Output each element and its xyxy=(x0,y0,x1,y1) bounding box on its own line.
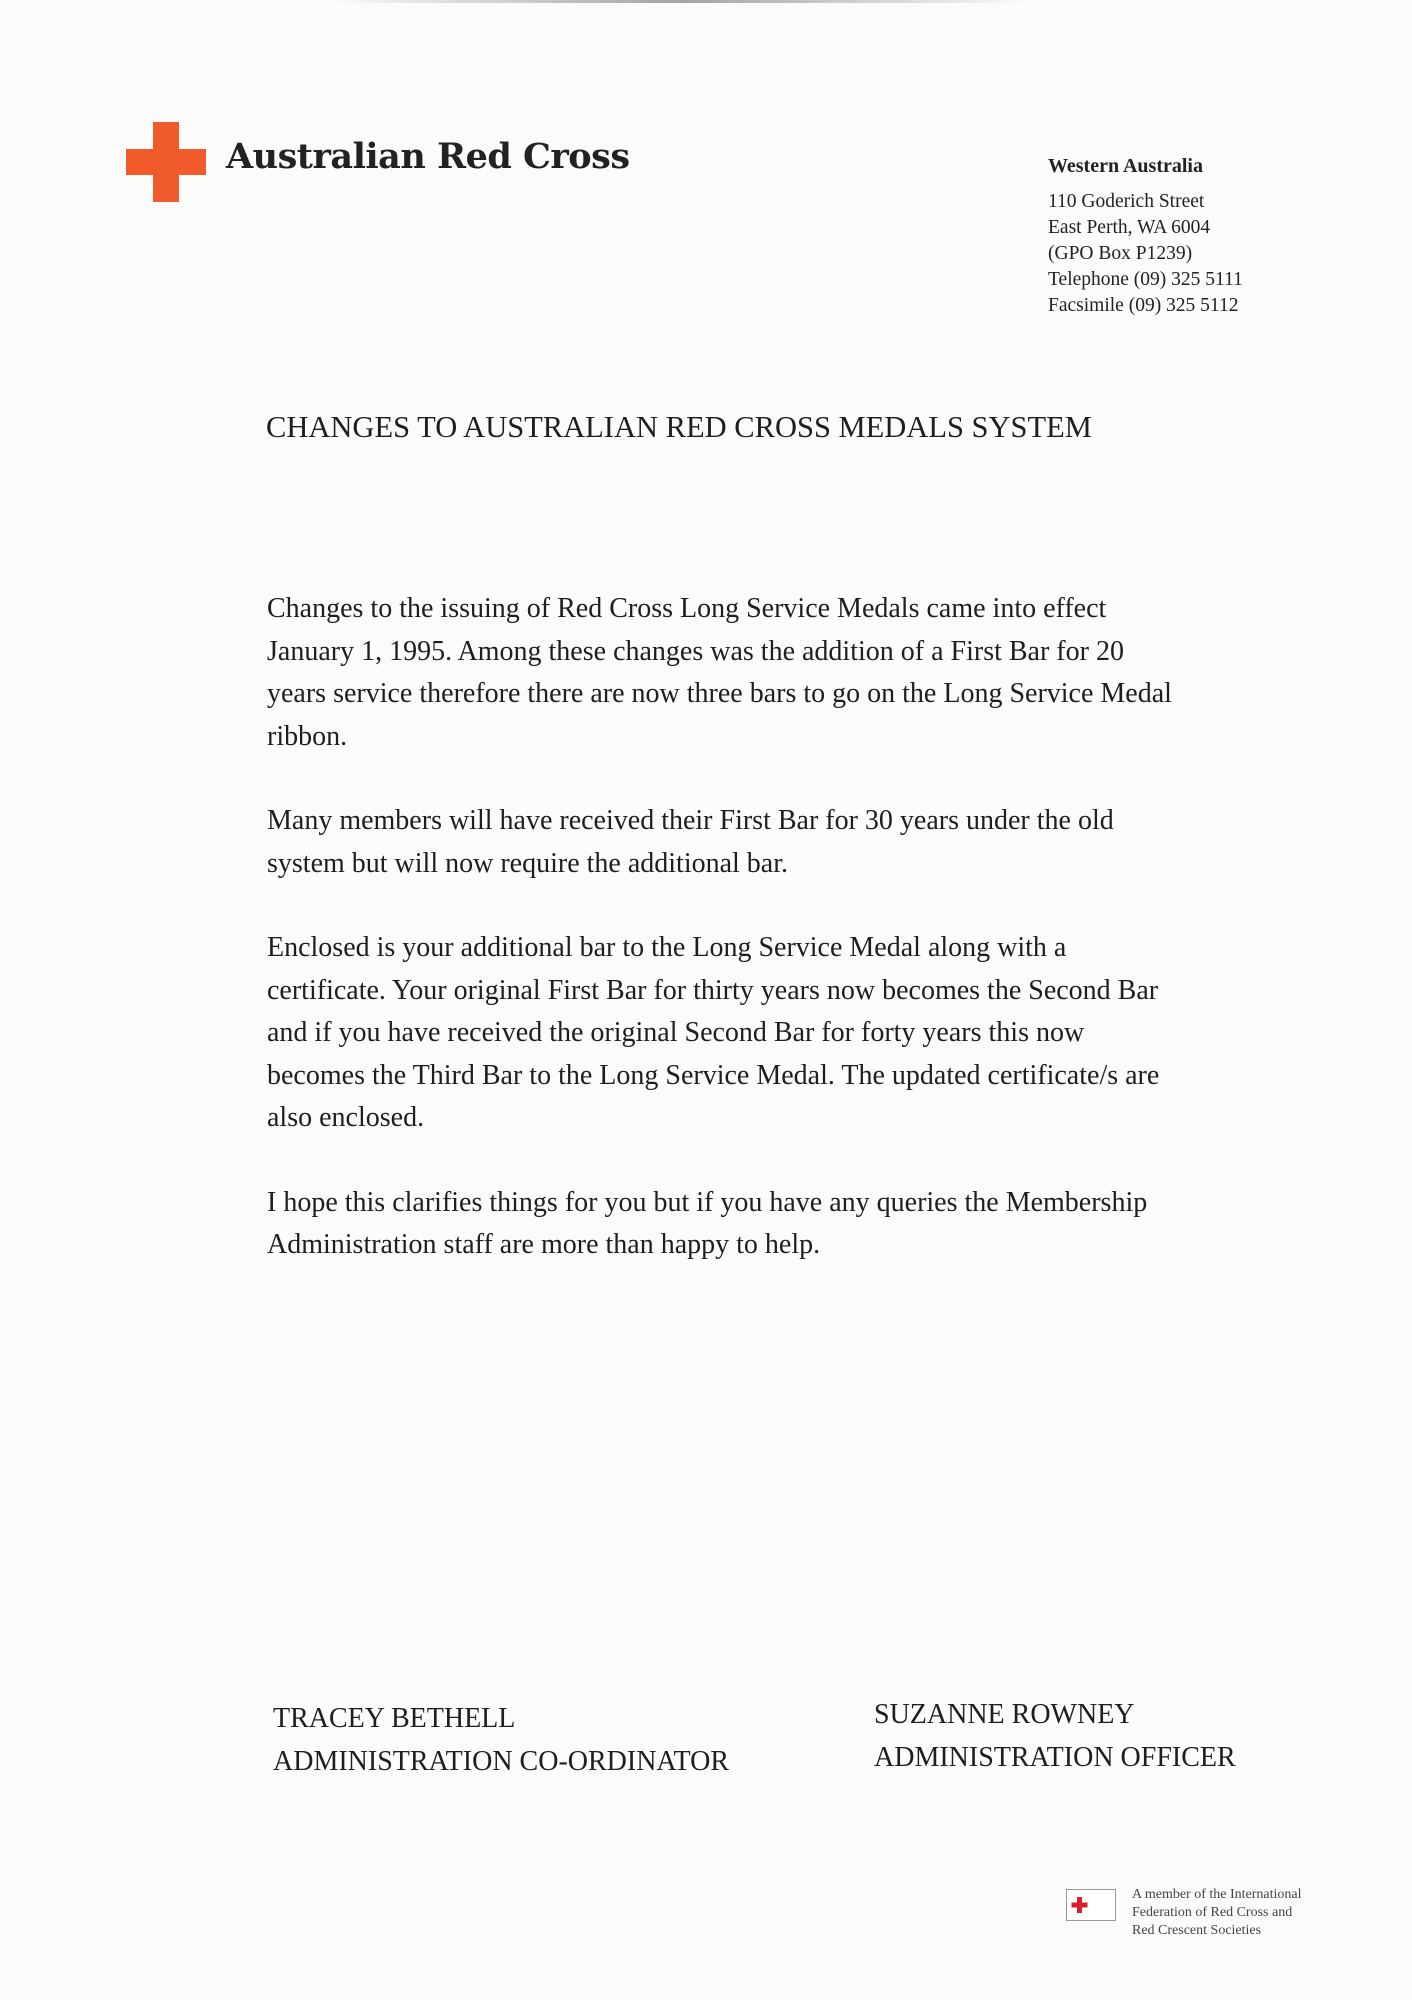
federation-line: A member of the International xyxy=(1132,1887,1302,1902)
signature-block-left xyxy=(273,1697,729,1783)
signatory-role: ADMINISTRATION OFFICER xyxy=(874,1742,1236,1773)
federation-line: Federation of Red Cross and xyxy=(1132,1905,1293,1920)
body-paragraph: Many members will have received their First Bar for 30 years under the old system but will now require the additional bar. xyxy=(267,805,1114,879)
federation-footer xyxy=(1066,1886,1302,1940)
organization-name: Australian Red Cross xyxy=(226,136,630,177)
letter-title: CHANGES TO AUSTRALIAN RED CROSS MEDALS SYSTEM xyxy=(266,410,1092,444)
red-cross-red-crescent-emblem-icon xyxy=(1066,1889,1116,1921)
letter-body xyxy=(267,588,1187,1309)
signature-block-right xyxy=(874,1693,1236,1779)
address-line: 110 Goderich Street xyxy=(1048,191,1205,212)
letterhead-address xyxy=(1048,153,1243,319)
body-paragraph: Changes to the issuing of Red Cross Long Service Medals came into effect January 1, 1995. Among these changes was the addition of a First Bar for 20 years service therefore there are now three bars to go on the Long Service Medal ribbon. xyxy=(267,593,1172,752)
body-paragraph: I hope this clarifies things for you but if you have any queries the Membership Administration staff are more than happy to help. xyxy=(267,1186,1148,1260)
branch-name: Western Australia xyxy=(1048,155,1203,177)
federation-line: Red Crescent Societies xyxy=(1132,1923,1262,1938)
top-edge-shadow xyxy=(330,0,1030,3)
address-line: (GPO Box P1239) xyxy=(1048,243,1193,264)
body-paragraph: Enclosed is your additional bar to the Long Service Medal along with a certificate. Your original First Bar for thirty years now becomes the Second Bar and if you have received the original Second Bar for forty years this now becomes the Third Bar to the Long Service Medal. The updated certificate/s are also enclosed. xyxy=(267,932,1160,1133)
address-line: East Perth, WA 6004 xyxy=(1048,217,1211,238)
facsimile-line: Facsimile (09) 325 5112 xyxy=(1048,295,1239,316)
signatory-role: ADMINISTRATION CO-ORDINATOR xyxy=(273,1746,730,1777)
signatory-name: TRACEY BETHELL xyxy=(273,1703,516,1734)
signatory-name: SUZANNE ROWNEY xyxy=(874,1699,1135,1730)
telephone-line: Telephone (09) 325 5111 xyxy=(1048,269,1243,290)
red-cross-icon xyxy=(126,122,206,202)
federation-text xyxy=(1132,1886,1302,1940)
